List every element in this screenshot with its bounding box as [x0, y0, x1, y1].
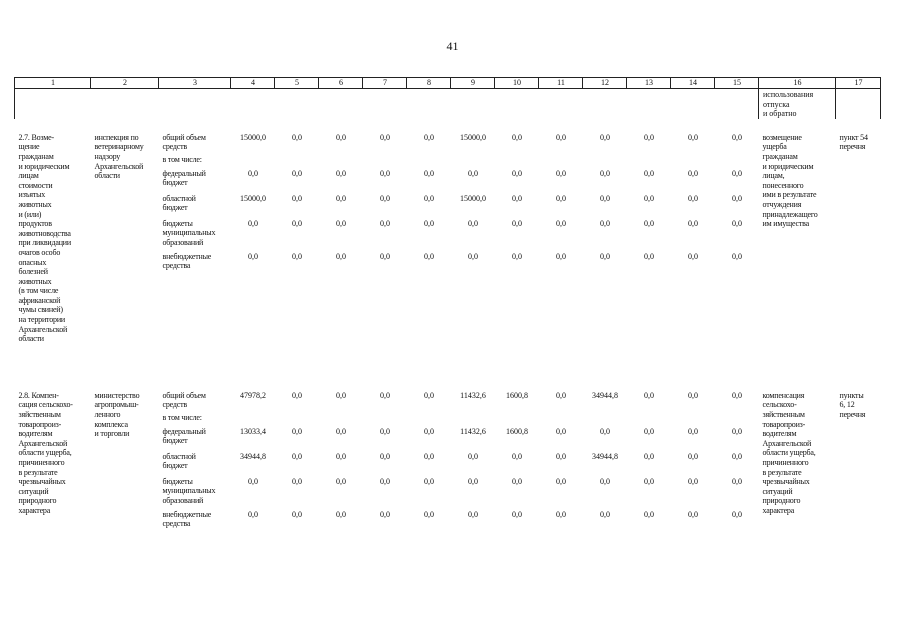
measure-name: 2.7. Возме- щение гражданам и юридическим лицам стоимости изъятых животных и (или) продуктов животноводства при ликвидации очагов особо опасных болезней животных (в том числе африканской чумы свиней) на территории Архангельской области	[18, 132, 71, 344]
amount-cell: 0,0	[688, 451, 698, 461]
funding-source: областной бюджет	[162, 451, 196, 471]
amount-cell: 0,0	[600, 426, 610, 436]
amount-cell: 0,0	[380, 168, 390, 178]
empty-cell	[275, 413, 319, 427]
amount-cell: 0,0	[512, 218, 522, 228]
empty-cell	[91, 89, 159, 119]
amount-cell: 0,0	[512, 168, 522, 178]
amount-cell: 0,0	[380, 132, 390, 142]
empty-cell	[495, 413, 539, 427]
empty-cell	[363, 413, 407, 427]
empty-cell	[671, 413, 715, 427]
empty-cell	[495, 155, 539, 169]
amount-cell: 11432,6	[460, 390, 486, 400]
reference-note: пункт 54 перечня	[839, 132, 868, 152]
column-number: 4	[231, 78, 275, 89]
amount-cell: 1600,8	[506, 426, 528, 436]
amount-cell: 0,0	[424, 451, 434, 461]
amount-cell: 0,0	[424, 218, 434, 228]
amount-cell: 0,0	[556, 509, 566, 519]
amount-cell: 0,0	[556, 251, 566, 261]
empty-cell	[583, 413, 627, 427]
amount-cell: 0,0	[556, 193, 566, 203]
amount-cell: 0,0	[600, 132, 610, 142]
amount-cell: 0,0	[644, 251, 654, 261]
amount-cell: 15000,0	[460, 193, 486, 203]
funding-source: бюджеты муниципальных образований	[162, 476, 216, 505]
amount-cell: 0,0	[512, 193, 522, 203]
empty-cell	[407, 155, 451, 169]
reference-note: пункты 6, 12 перечня	[839, 390, 866, 419]
amount-cell: 0,0	[292, 426, 302, 436]
empty-cell	[539, 413, 583, 427]
executor-name: министерство агропромыш- ленного комплекса и торговли	[94, 390, 140, 439]
amount-cell: 0,0	[380, 218, 390, 228]
amount-cell: 0,0	[424, 476, 434, 486]
amount-cell: 0,0	[732, 426, 742, 436]
amount-cell: 0,0	[424, 132, 434, 142]
funding-source: областной бюджет	[162, 193, 196, 213]
spacer-cell	[15, 374, 881, 391]
empty-cell	[451, 155, 495, 169]
amount-cell: 0,0	[732, 509, 742, 519]
empty-cell	[319, 89, 363, 119]
amount-cell: 0,0	[292, 132, 302, 142]
amount-cell: 0,0	[336, 218, 346, 228]
amount-cell: 0,0	[292, 193, 302, 203]
amount-cell: 15000,0	[240, 193, 266, 203]
amount-cell: 0,0	[424, 426, 434, 436]
amount-cell: 0,0	[248, 476, 258, 486]
empty-cell	[539, 89, 583, 119]
empty-cell	[627, 155, 671, 169]
amount-cell: 0,0	[380, 476, 390, 486]
spacer-cell	[15, 119, 881, 133]
amount-cell: 0,0	[292, 251, 302, 261]
empty-cell	[451, 89, 495, 119]
amount-cell: 0,0	[732, 251, 742, 261]
amount-cell: 0,0	[424, 509, 434, 519]
column-number: 16	[759, 78, 836, 89]
amount-cell: 0,0	[644, 451, 654, 461]
amount-cell: 0,0	[688, 476, 698, 486]
empty-cell	[451, 413, 495, 427]
empty-cell	[583, 155, 627, 169]
amount-cell: 0,0	[336, 193, 346, 203]
amount-cell: 0,0	[248, 251, 258, 261]
carryover-row	[15, 89, 881, 119]
amount-cell: 34944,8	[240, 451, 266, 461]
amount-cell: 0,0	[600, 218, 610, 228]
amount-cell: 0,0	[644, 168, 654, 178]
amount-cell: 0,0	[468, 509, 478, 519]
amount-cell: 0,0	[380, 390, 390, 400]
column-number: 6	[319, 78, 363, 89]
amount-cell: 0,0	[380, 451, 390, 461]
amount-cell: 13033,4	[240, 426, 266, 436]
amount-cell: 0,0	[512, 451, 522, 461]
empty-cell	[363, 89, 407, 119]
empty-cell	[715, 155, 759, 169]
amount-cell: 0,0	[732, 476, 742, 486]
empty-cell	[495, 89, 539, 119]
amount-cell: 0,0	[644, 509, 654, 519]
column-number: 10	[495, 78, 539, 89]
empty-cell	[671, 155, 715, 169]
empty-cell	[715, 89, 759, 119]
column-number: 3	[159, 78, 231, 89]
empty-cell	[583, 89, 627, 119]
expected-result: возмещение ущерба гражданам и юридическим лицам, понесенного ими в результате отчуждения принадлежащего им имущества	[762, 132, 818, 229]
amount-cell: 0,0	[336, 451, 346, 461]
column-number: 15	[715, 78, 759, 89]
column-number: 8	[407, 78, 451, 89]
column-number: 17	[836, 78, 881, 89]
amount-cell: 34944,8	[592, 451, 618, 461]
table-row	[15, 391, 881, 413]
empty-cell	[836, 89, 881, 119]
amount-cell: 0,0	[600, 251, 610, 261]
empty-cell	[627, 89, 671, 119]
column-number: 2	[91, 78, 159, 89]
amount-cell: 0,0	[424, 168, 434, 178]
amount-cell: 0,0	[336, 132, 346, 142]
empty-cell	[159, 89, 231, 119]
amount-cell: 0,0	[688, 193, 698, 203]
amount-cell: 0,0	[600, 476, 610, 486]
amount-cell: 0,0	[468, 251, 478, 261]
amount-cell: 0,0	[688, 132, 698, 142]
page-number: 41	[446, 39, 459, 53]
amount-cell: 0,0	[468, 451, 478, 461]
amount-cell: 0,0	[380, 251, 390, 261]
amount-cell: 0,0	[556, 218, 566, 228]
amount-cell: 0,0	[556, 132, 566, 142]
executor-name: инспекция по ветеринарному надзору Архангельской области	[94, 132, 144, 181]
amount-cell: 0,0	[732, 168, 742, 178]
amount-cell: 0,0	[512, 251, 522, 261]
amount-cell: 0,0	[424, 390, 434, 400]
column-number: 7	[363, 78, 407, 89]
measure-name: 2.8. Компен- сация сельскохо- зяйственным товаропроиз- водителям Архангельской области ущерба, причиненного в результате чрезвычайных ситуаций природного характера	[18, 390, 73, 515]
amount-cell: 0,0	[688, 426, 698, 436]
amount-cell: 0,0	[292, 168, 302, 178]
column-number: 13	[627, 78, 671, 89]
funding-source: внебюджетные средства	[162, 509, 212, 529]
column-number: 1	[15, 78, 91, 89]
amount-cell: 0,0	[380, 509, 390, 519]
amount-cell: 0,0	[600, 193, 610, 203]
amount-cell: 0,0	[292, 218, 302, 228]
amount-cell: 0,0	[644, 426, 654, 436]
column-number: 11	[539, 78, 583, 89]
amount-cell: 0,0	[732, 451, 742, 461]
amount-cell: 0,0	[644, 476, 654, 486]
empty-cell	[319, 155, 363, 169]
amount-cell: 0,0	[292, 509, 302, 519]
amount-cell: 0,0	[732, 132, 742, 142]
amount-cell: 0,0	[336, 251, 346, 261]
amount-cell: 0,0	[380, 426, 390, 436]
funding-source: бюджеты муниципальных образований	[162, 218, 216, 247]
amount-cell: 0,0	[644, 390, 654, 400]
amount-cell: 0,0	[644, 193, 654, 203]
budget-table-sheet	[14, 77, 880, 530]
amount-cell: 0,0	[644, 132, 654, 142]
expected-result: компенсация сельскохо- зяйственным товаропроиз- водителям Архангельской области ущерба, причиненного в результате чрезвычайных ситуаций природного характера	[762, 390, 816, 515]
empty-cell	[275, 89, 319, 119]
column-number: 12	[583, 78, 627, 89]
amount-cell: 0,0	[556, 426, 566, 436]
amount-cell: 0,0	[248, 218, 258, 228]
empty-cell	[627, 413, 671, 427]
amount-cell: 1600,8	[506, 390, 528, 400]
amount-cell: 0,0	[380, 193, 390, 203]
amount-cell: 0,0	[556, 476, 566, 486]
amount-cell: 0,0	[248, 509, 258, 519]
amount-cell: 0,0	[688, 390, 698, 400]
amount-cell: 0,0	[336, 390, 346, 400]
empty-cell	[231, 89, 275, 119]
empty-cell	[715, 413, 759, 427]
empty-cell	[231, 413, 275, 427]
amount-cell: 0,0	[688, 251, 698, 261]
empty-cell	[407, 89, 451, 119]
amount-cell: 0,0	[556, 451, 566, 461]
amount-cell: 0,0	[468, 168, 478, 178]
amount-cell: 0,0	[336, 509, 346, 519]
funding-source: федеральный бюджет	[162, 168, 206, 188]
table-row	[15, 133, 881, 155]
amount-cell: 0,0	[644, 218, 654, 228]
amount-cell: 0,0	[600, 168, 610, 178]
amount-cell: 34944,8	[592, 390, 618, 400]
column-number: 9	[451, 78, 495, 89]
empty-cell	[15, 89, 91, 119]
budget-table	[14, 77, 881, 530]
amount-cell: 15000,0	[460, 132, 486, 142]
empty-cell	[231, 155, 275, 169]
spacer-row	[15, 374, 881, 391]
amount-cell: 0,0	[292, 390, 302, 400]
amount-cell: 0,0	[336, 168, 346, 178]
column-number: 14	[671, 78, 715, 89]
amount-cell: 0,0	[688, 168, 698, 178]
amount-cell: 0,0	[336, 426, 346, 436]
amount-cell: 11432,6	[460, 426, 486, 436]
amount-cell: 0,0	[556, 168, 566, 178]
empty-cell	[275, 155, 319, 169]
amount-cell: 0,0	[732, 218, 742, 228]
empty-cell	[539, 155, 583, 169]
funding-source: внебюджетные средства	[162, 251, 212, 271]
funding-source: федеральный бюджет	[162, 426, 206, 446]
column-number-row	[15, 78, 881, 89]
amount-cell: 0,0	[600, 509, 610, 519]
empty-cell	[671, 89, 715, 119]
column-number: 5	[275, 78, 319, 89]
table-body	[15, 78, 881, 530]
funding-source: общий объем средств	[162, 390, 206, 410]
amount-cell: 0,0	[292, 451, 302, 461]
empty-cell	[407, 413, 451, 427]
carryover-result-text: использования отпуска и обратно	[759, 89, 836, 119]
amount-cell: 0,0	[468, 476, 478, 486]
amount-cell: 0,0	[556, 390, 566, 400]
amount-cell: 0,0	[688, 509, 698, 519]
amount-cell: 0,0	[336, 476, 346, 486]
empty-cell	[363, 155, 407, 169]
amount-cell: 0,0	[732, 390, 742, 400]
amount-cell: 0,0	[292, 476, 302, 486]
funding-source: в том числе:	[162, 154, 202, 164]
amount-cell: 0,0	[424, 193, 434, 203]
amount-cell: 0,0	[468, 218, 478, 228]
spacer-row	[15, 119, 881, 133]
amount-cell: 0,0	[512, 509, 522, 519]
amount-cell: 47978,2	[240, 390, 266, 400]
empty-cell	[319, 413, 363, 427]
amount-cell: 0,0	[424, 251, 434, 261]
amount-cell: 0,0	[512, 476, 522, 486]
amount-cell: 0,0	[688, 218, 698, 228]
amount-cell: 0,0	[512, 132, 522, 142]
amount-cell: 0,0	[248, 168, 258, 178]
funding-source: в том числе:	[162, 412, 202, 422]
amount-cell: 0,0	[732, 193, 742, 203]
amount-cell: 15000,0	[240, 132, 266, 142]
funding-source: общий объем средств	[162, 132, 206, 152]
